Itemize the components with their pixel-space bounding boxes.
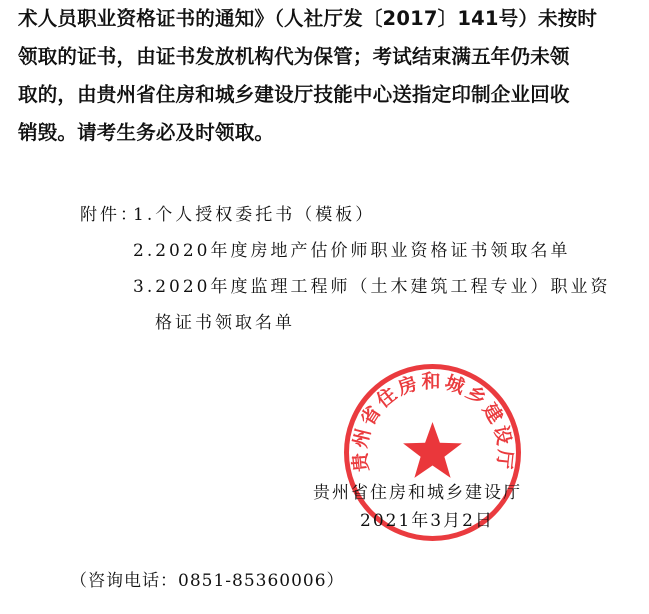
- attachments-label: 附件：: [80, 205, 140, 225]
- issue-date: 2021年3月2日: [360, 511, 494, 531]
- attachment-item-2: 2.2020年度房地产估价师职业资格证书领取名单: [133, 241, 571, 261]
- body-line-3: 取的，由贵州省住房和城乡建设厅技能中心送指定印制企业回收: [18, 83, 570, 106]
- body-line-4: 销毁。请考生务必及时领取。: [18, 121, 275, 144]
- svg-text:贵州省住房和城乡建设厅: 贵州省住房和城乡建设厅: [348, 370, 517, 473]
- contact-phone: （咨询电话：0851-85360006）: [70, 571, 345, 591]
- attachment-item-3-continuation: 格证书领取名单: [155, 313, 295, 333]
- body-line-2: 领取的证书，由证书发放机构代为保管；考试结束满五年仍未领: [18, 45, 570, 68]
- attachment-item-1: 1.个人授权委托书（模板）: [133, 205, 376, 225]
- issuing-organization: 贵州省住房和城乡建设厅: [313, 483, 522, 503]
- attachment-item-3: 3.2020年度监理工程师（土木建筑工程专业）职业资: [133, 277, 611, 297]
- body-line-1: 术人员职业资格证书的通知》（人社厅发〔2017〕141号）未按时: [18, 7, 598, 30]
